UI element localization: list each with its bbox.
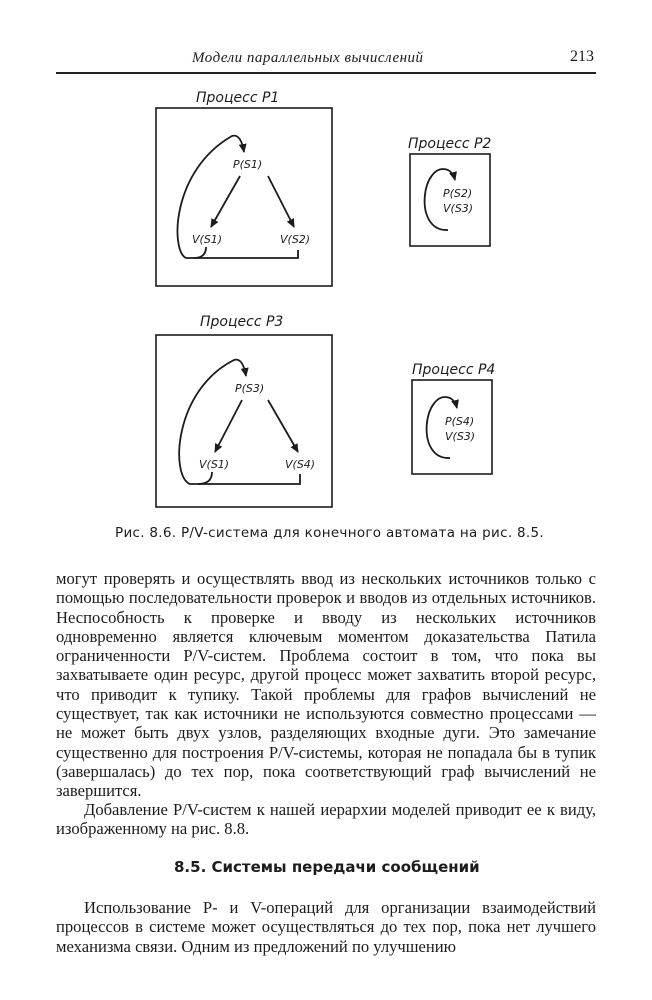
- body-paragraph-2: Добавление P/V-систем к нашей иерархии моделей приводит ее к виду, изображенному на рис. 8.8.: [56, 800, 596, 839]
- p2-label-2: V(S3): [443, 202, 474, 215]
- process-p3-title: Процесс P3: [200, 314, 284, 330]
- process-p2-title: Процесс P2: [408, 136, 492, 152]
- p1-arrow-right: [268, 176, 294, 227]
- process-p2-box: [410, 154, 490, 246]
- process-p1-title: Процесс P1: [196, 90, 280, 106]
- p1-loop-tail: [194, 247, 206, 258]
- p3-arrow-right: [268, 400, 298, 452]
- process-p1: [156, 90, 332, 286]
- p3-node-right: V(S4): [285, 458, 316, 471]
- p4-label-1: P(S4): [445, 415, 475, 428]
- p3-arrow-left: [215, 400, 242, 452]
- body-paragraph-3: Использование P- и V-операций для организации взаимодействий процессов в системе может осуществляться до тех пор, пока нет лучшего механизма связи. Одним из предложений по улучшению: [56, 898, 596, 956]
- p1-node-left: V(S1): [192, 233, 223, 246]
- process-p2: [408, 136, 491, 246]
- process-p3: [156, 314, 332, 507]
- body-paragraph-1: могут проверять и осуществлять ввод из нескольких источников только с помощью последовательности проверок и вводов из отдельных источников. Неспособность к проверке и вводу из нескольких источников одновременно является ключевым моментом доказательства Патила ограниченности P/V-систем. Проблема состоит в том, что пока вы захватываете один ресурс, другой процесс может захватить второй ресурс, что приводит к тупику. Такой проблемы для графов вычислений не существует, так как источники не используются совместно процессами — не может быть двух узлов, разделяющих входные дуги. Это замечание существенно для построения P/V-системы, которая не попадала бы в тупик (завершалась) до тех пор, пока соответствующий граф вычислений не завершится.: [56, 569, 596, 801]
- process-p4-title: Процесс P4: [412, 362, 496, 378]
- p3-loop-arrow: [179, 360, 300, 484]
- section-heading: 8.5. Системы передачи сообщений: [174, 858, 480, 876]
- p3-loop-tail: [198, 472, 212, 484]
- p3-node-left: V(S1): [199, 458, 230, 471]
- process-p4: [412, 362, 495, 474]
- p3-node-top: P(S3): [235, 382, 265, 395]
- p1-node-right: V(S2): [280, 233, 311, 246]
- p1-node-top: P(S1): [233, 158, 263, 171]
- figure-caption: Рис. 8.6. P/V-система для конечного автомата на рис. 8.5.: [115, 525, 544, 541]
- p1-arrow-left: [211, 176, 240, 227]
- process-p3-box: [156, 335, 332, 507]
- page-number: 213: [570, 48, 594, 65]
- p4-label-2: V(S3): [445, 430, 476, 443]
- p2-label-1: P(S2): [443, 187, 473, 200]
- running-title: Модели параллельных вычислений: [192, 50, 424, 66]
